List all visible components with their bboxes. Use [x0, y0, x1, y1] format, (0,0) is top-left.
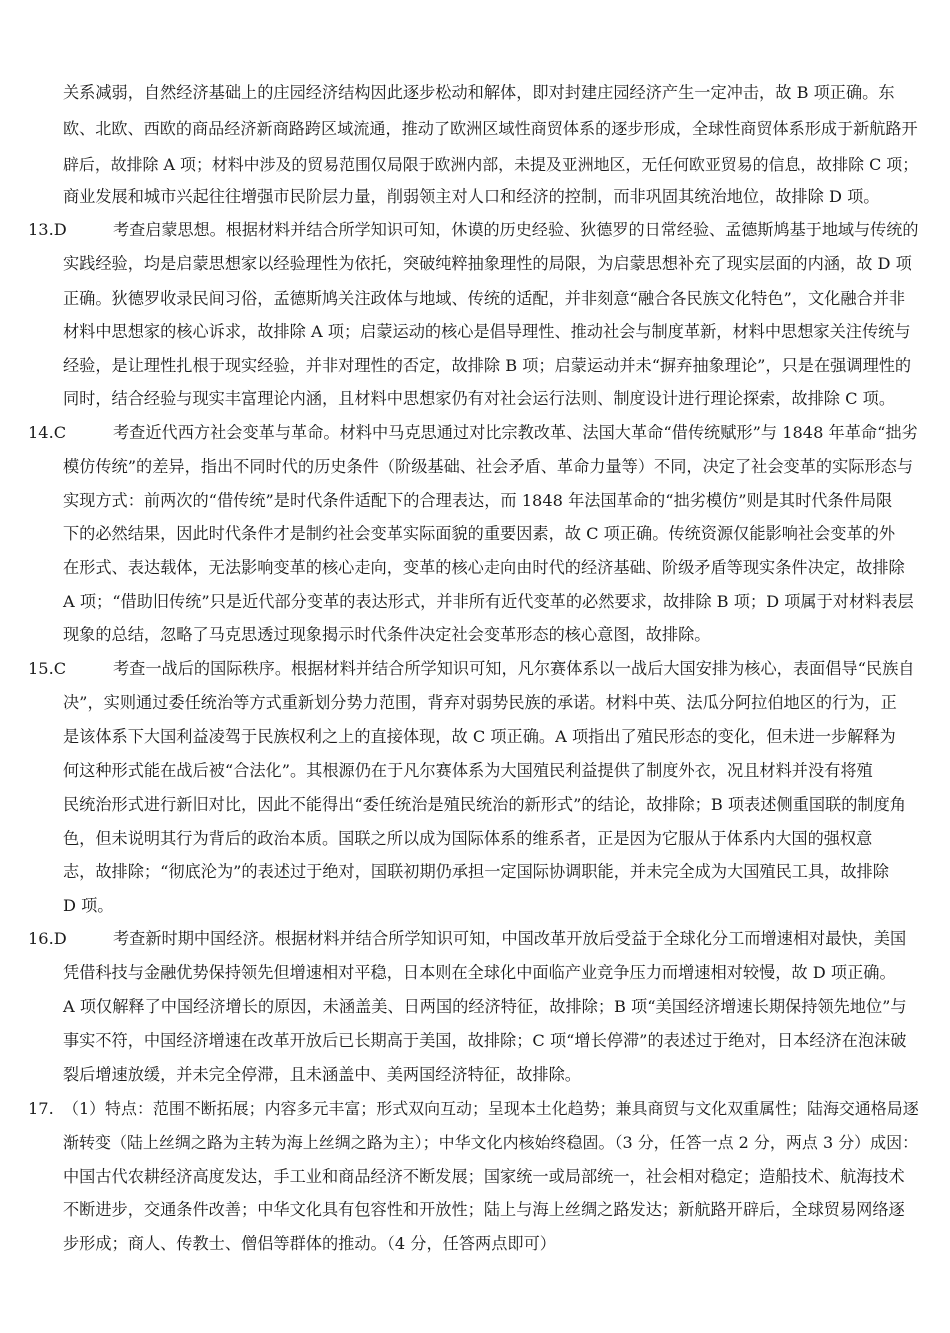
text-line: 中国古代农耕经济高度发达，手工业和商品经济不断发展；国家统一或局部统一，社会相对稳定；造船技术、航海技术: [63, 1167, 905, 1186]
text-line: 志，故排除；“彻底沦为”的表述过于绝对，国联初期仍承担一定国际协调职能，并未完全成为大国殖民工具，故排除: [63, 862, 889, 881]
text-line: 下的必然结果，因此时代条件才是制约社会变革实际面貌的重要因素，故 C 项正确。传统资源仅能影响社会变革的外: [63, 524, 896, 543]
text-line: 考查近代西方社会变革与革命。材料中马克思通过对比宗教改革、法国大革命“借传统赋形”与 1848 年革命“拙劣: [113, 423, 918, 442]
text-line: 裂后增速放缓，并未完全停滞，且未涵盖中、美两国经济特征，故排除。: [63, 1065, 581, 1084]
text-line: A 项；“借助旧传统”只是近代部分变革的表达形式，并非所有近代变革的必然要求，故排除 B 项；D 项属于对材料表层: [63, 592, 914, 611]
item-number: 15.C: [28, 659, 67, 678]
text-line: 实现方式：前两次的“借传统”是时代条件适配下的合理表达，而 1848 年法国革命的“拙劣模仿”则是其时代条件局限: [63, 491, 893, 510]
text-line: D 项。: [63, 896, 114, 915]
text-line: 何这种形式能在战后被“合法化”。其根源仍在于凡尔赛体系为大国殖民利益提供了制度外衣，况且材料并没有将殖: [63, 761, 873, 780]
text-line: 商业发展和城市兴起往往增强市民阶层力量，削弱领主对人口和经济的控制，而非巩固其统治地位，故排除 D 项。: [63, 187, 880, 206]
text-line: 模仿传统”的差异，指出不同时代的历史条件（阶级基础、社会矛盾、革命力量等）不同，决定了社会变革的实际形态与: [63, 457, 914, 476]
text-line: 现象的总结，忽略了马克思透过现象揭示时代条件决定社会变革形态的核心意图，故排除。: [63, 625, 711, 644]
text-line: 凭借科技与金融优势保持领先但增速相对平稳，日本则在全球化中面临产业竞争压力而增速相对较慢，故 D 项正确。: [63, 963, 896, 982]
text-line: 欧、北欧、西欧的商品经济新商路跨区域流通，推动了欧洲区域性商贸体系的逐步形成，全球性商贸体系形成于新航路开: [63, 119, 918, 138]
text-line: 是该体系下大国利益凌驾于民族权利之上的直接体现，故 C 项正确。A 项指出了殖民形态的变化，但未进一步解释为: [63, 727, 896, 746]
text-line: 考查新时期中国经济。根据材料并结合所学知识可知，中国改革开放后受益于全球化分工而增速相对最快，美国: [113, 929, 907, 948]
item-number: 14.C: [28, 423, 67, 442]
item-number: 13.D: [28, 220, 67, 239]
text-line: A 项仅解释了中国经济增长的原因，未涵盖美、日两国的经济特征，故排除；B 项“美国经济增速长期保持领先地位”与: [63, 997, 907, 1016]
text-line: 渐转变（陆上丝绸之路为主转为海上丝绸之路为主）；中华文化内核始终稳固。（3 分，任答一点 2 分，两点 3 分）成因：: [63, 1133, 919, 1152]
text-line: 经验，是让理性扎根于现实经验，并非对理性的否定，故排除 B 项；启蒙运动并未“摒弃抽象理论”，只是在强调理性的: [63, 356, 912, 375]
item-number: 16.D: [28, 929, 67, 948]
text-line: 正确。狄德罗收录民间习俗，孟德斯鸠关注政体与地域、传统的适配，并非刻意“融合各民族文化特色”，文化融合并非: [63, 289, 906, 308]
text-line: 关系减弱，自然经济基础上的庄园经济结构因此逐步松动和解体，即对封建庄园经济产生一定冲击，故 B 项正确。东: [63, 83, 895, 102]
text-line: 考查一战后的国际秩序。根据材料并结合所学知识可知，凡尔赛体系以一战后大国安排为核心，表面倡导“民族自: [113, 659, 915, 678]
text-line: 在形式、表达载体，无法影响变革的核心走向，变革的核心走向由时代的经济基础、阶级矛盾等现实条件决定，故排除: [63, 558, 905, 577]
text-line: 民统治形式进行新旧对比，因此不能得出“委任统治是殖民统治的新形式”的结论，故排除；B 项表述侧重国联的制度角: [63, 795, 906, 814]
text-line: 考查启蒙思想。根据材料并结合所学知识可知，休谟的历史经验、狄德罗的日常经验、孟德斯鸠基于地域与传统的: [113, 220, 919, 239]
text-line: 色，但未说明其行为背后的政治本质。国联之所以成为国际体系的维系者，正是因为它服从于体系内大国的强权意: [63, 829, 873, 848]
text-line: 事实不符，中国经济增速在改革开放后已长期高于美国，故排除；C 项“增长停滞”的表述过于绝对，日本经济在泡沫破: [63, 1031, 907, 1050]
item-number: 17.: [28, 1099, 54, 1118]
text-line: 决”，实则通过委任统治等方式重新划分势力范围，背弃对弱势民族的承诺。材料中英、法瓜分阿拉伯地区的行为，正: [63, 693, 897, 712]
text-line: 材料中思想家的核心诉求，故排除 A 项；启蒙运动的核心是倡导理性、推动社会与制度革新，材料中思想家关注传统与: [63, 322, 911, 341]
text-line: 不断进步，交通条件改善；中华文化具有包容性和开放性；陆上与海上丝绸之路发达；新航路开辟后，全球贸易网络逐: [63, 1200, 905, 1219]
text-line: （1）特点：范围不断拓展；内容多元丰富；形式双向互动；呈现本土化趋势；兼具商贸与文化双重属性；陆海交通格局逐: [63, 1099, 919, 1118]
text-line: 辟后，故排除 A 项；材料中涉及的贸易范围仅局限于欧洲内部，未提及亚洲地区，无任何欧亚贸易的信息，故排除 C 项；: [63, 155, 919, 174]
text-line: 实践经验，均是启蒙思想家以经验理性为依托，突破纯粹抽象理性的局限，为启蒙思想补充了现实层面的内涵，故 D 项: [63, 254, 912, 273]
text-line: 步形成；商人、传教士、僧侣等群体的推动。（4 分，任答两点即可）: [63, 1234, 556, 1253]
text-line: 同时，结合经验与现实丰富理论内涵，且材料中思想家仍有对社会运行法则、制度设计进行理论探索，故排除 C 项。: [63, 389, 896, 408]
